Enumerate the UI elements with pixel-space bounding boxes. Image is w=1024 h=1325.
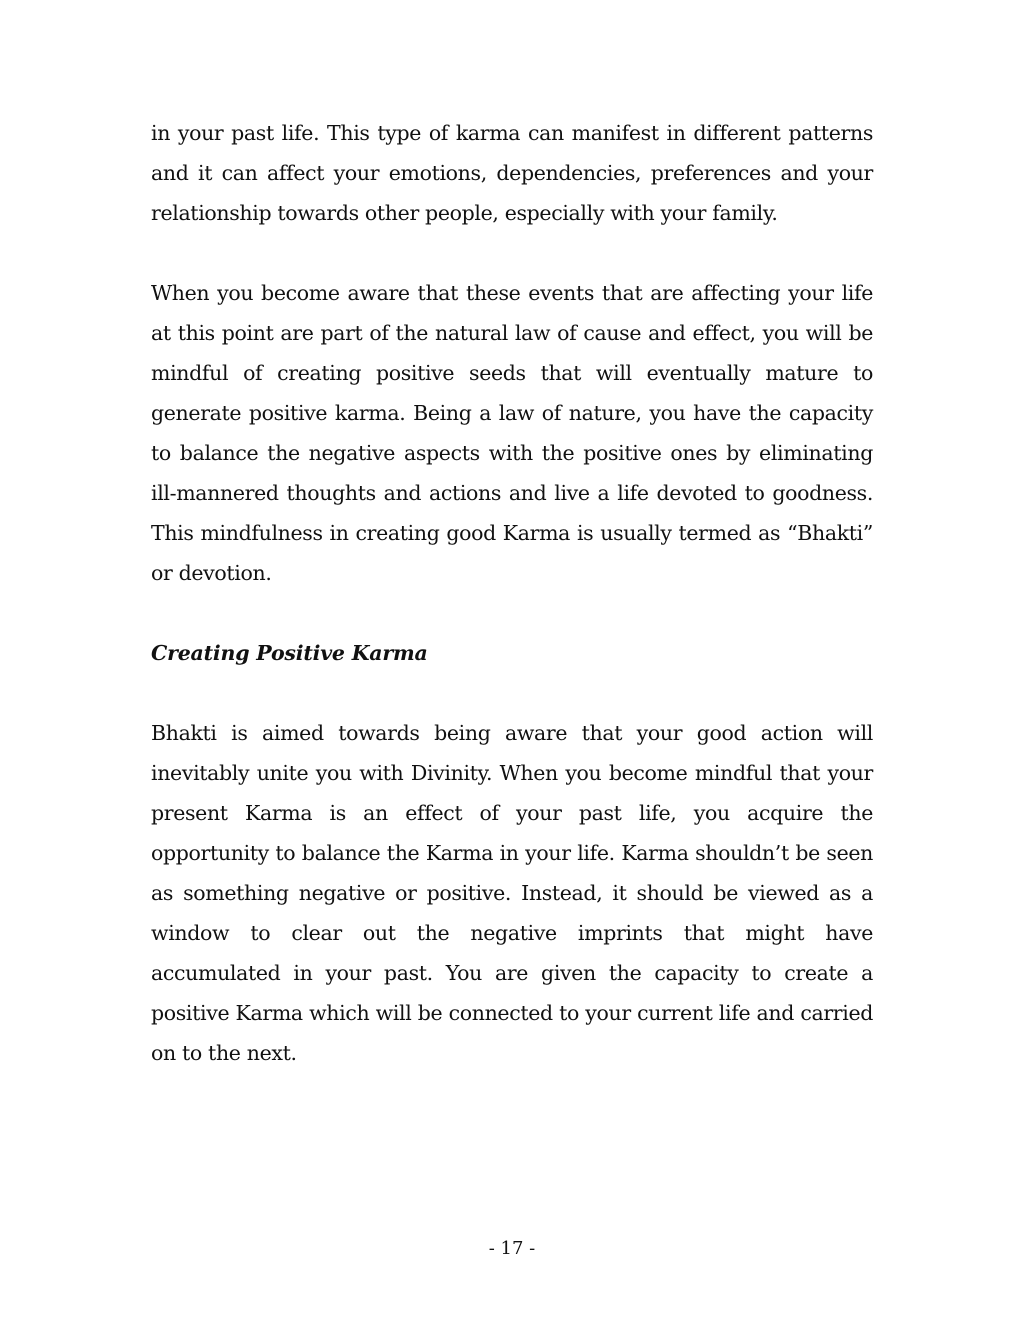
- paragraph-creating-positive-karma: Bhakti is aimed towards being aware that your good action will inevitably unite you with Divinity. When you become mindful that your present Karma is an effect of your past life, you acquire the opportunity to balance the Karma in your life. Karma shouldn’t be seen as something negative or positive. Instead, it should be viewed as a window to clear out the negative imprints that might have accumulated in your past. You are given the capacity to create a positive Karma which will be connected to your current life and carried on to the next.: [151, 721, 873, 1065]
- body-text: [151, 113, 873, 1073]
- page-number: - 17 -: [488, 1238, 536, 1259]
- section-heading: Creating Positive Karma: [151, 641, 428, 665]
- paragraph-bhakti-intro: When you become aware that these events that are affecting your life at this point are part of the natural law of cause and effect, you will be mindful of creating positive seeds that will eventually mature to generate positive karma. Being a law of nature, you have the capacity to balance the negative aspects with the positive ones by eliminating ill-mannered thoughts and actions and live a life devoted to goodness. This mindfulness in creating good Karma is usually termed as “Bhakti” or devotion.: [151, 281, 873, 585]
- paragraph-continued: in your past life. This type of karma can manifest in different patterns and it can affect your emotions, dependencies, preferences and your relationship towards other people, especially with your family.: [151, 121, 873, 225]
